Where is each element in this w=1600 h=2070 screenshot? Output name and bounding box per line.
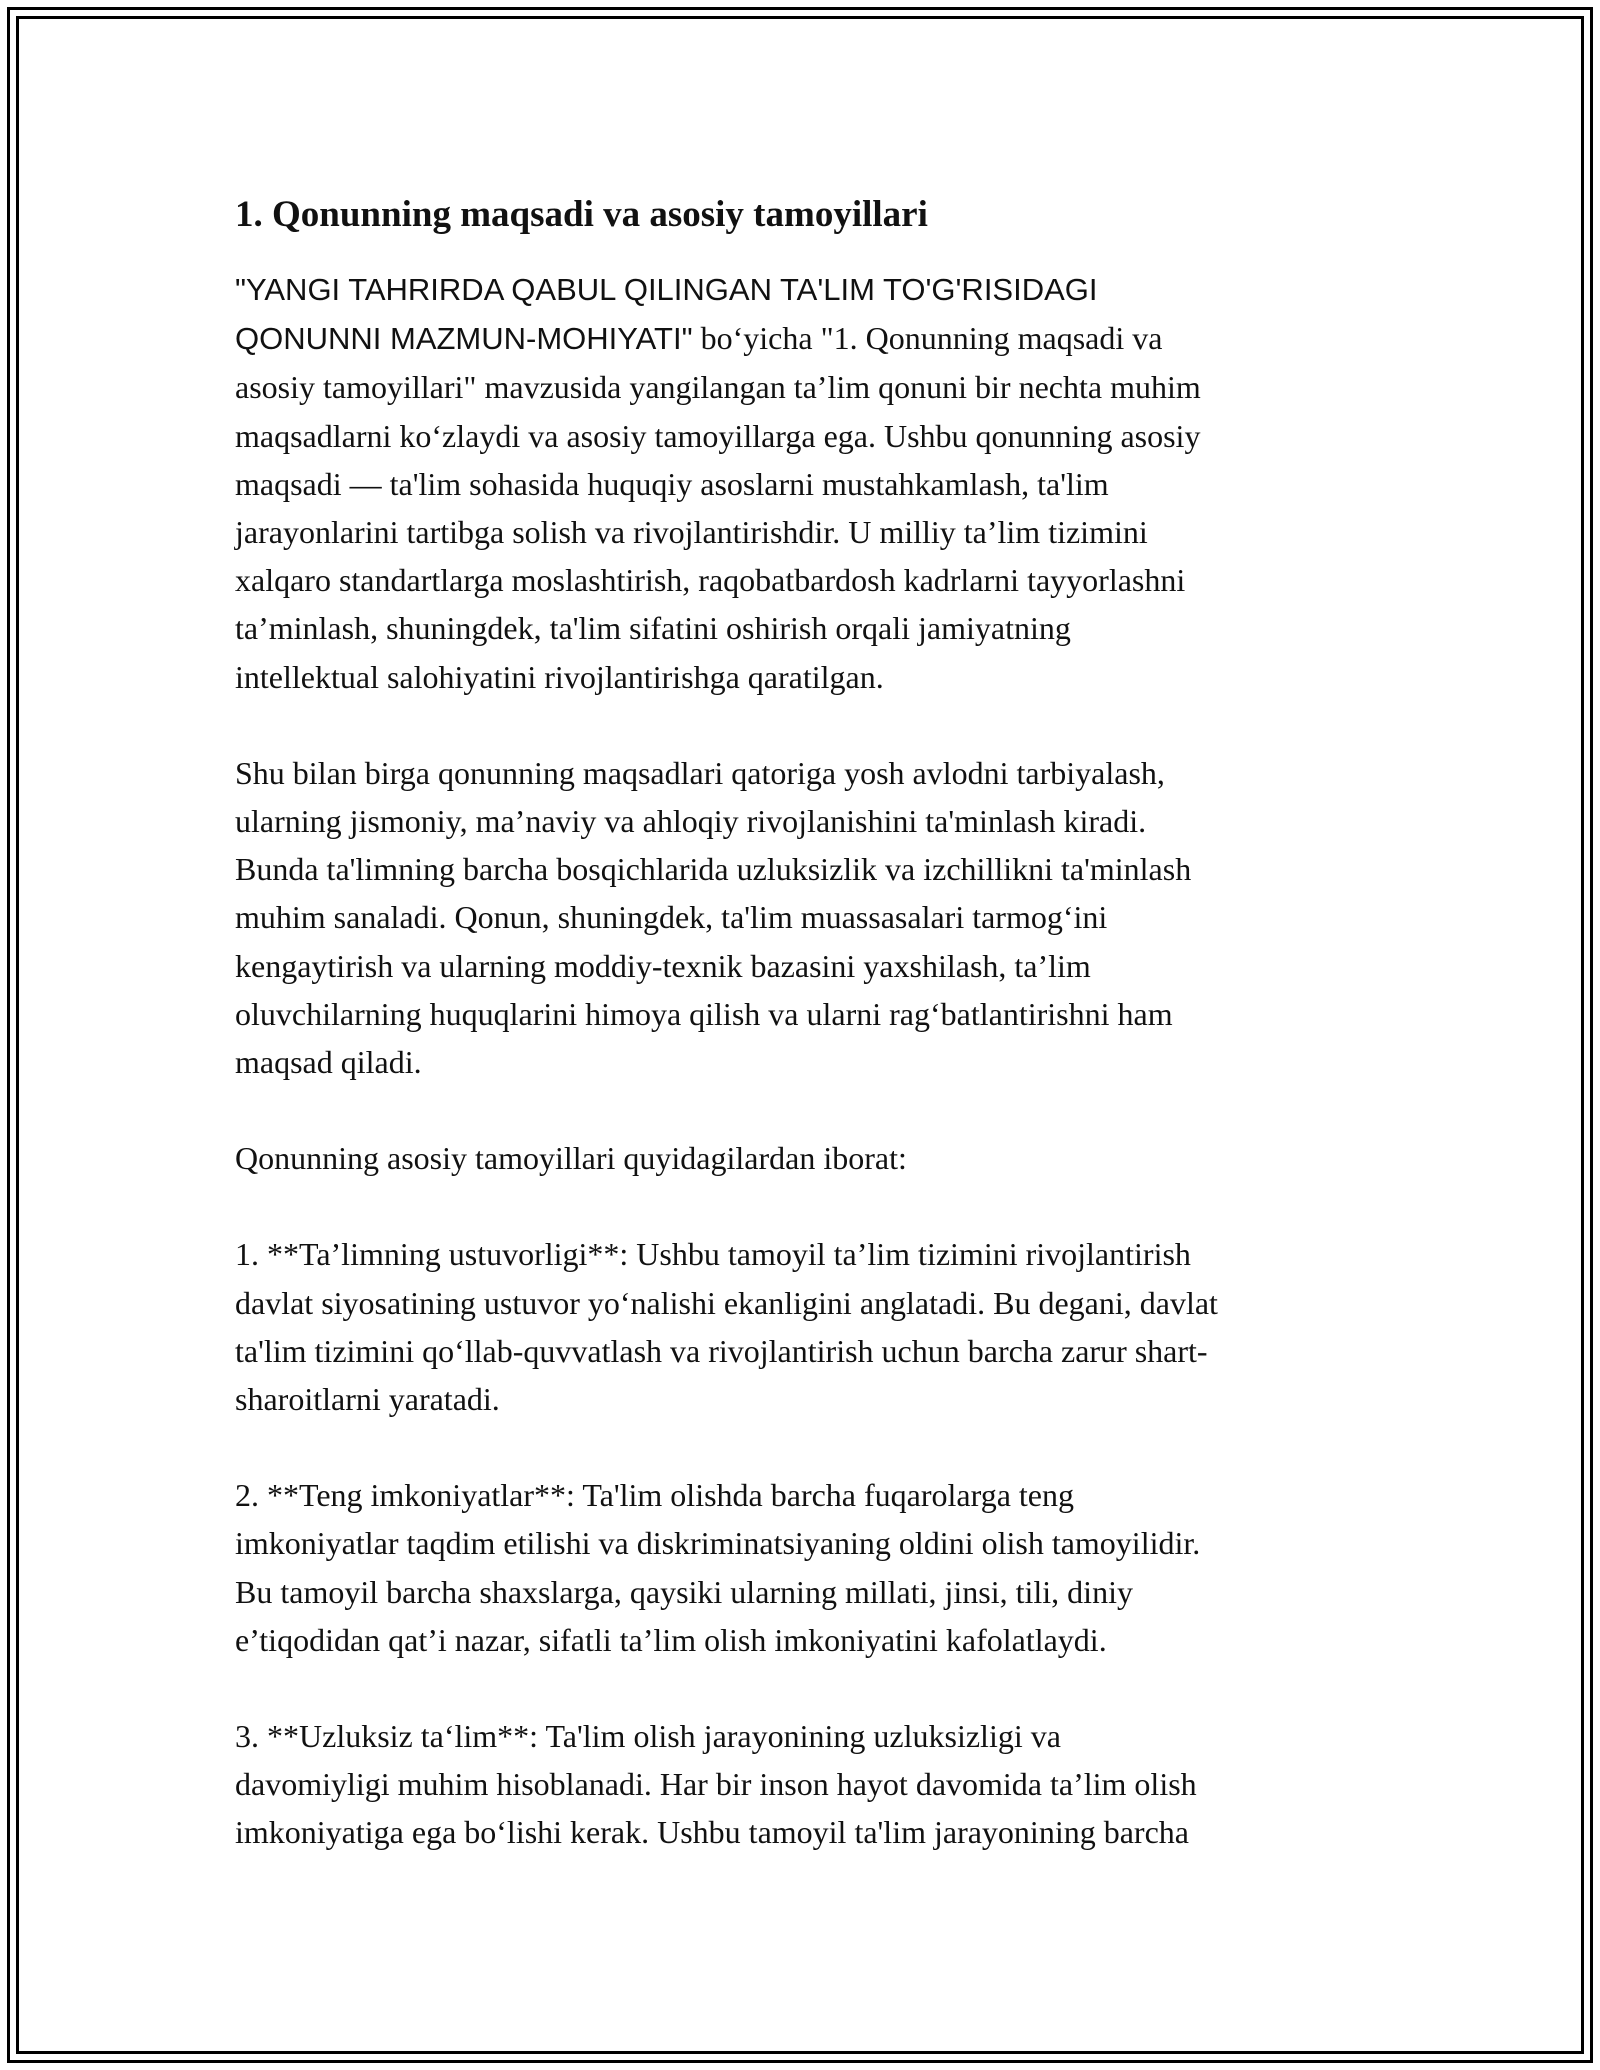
- text-line: sharoitlarni yaratadi.: [235, 1381, 500, 1418]
- intro-paragraph: [235, 265, 1365, 701]
- text-line: "YANGI TAHRIRDA QABUL QILINGAN TA'LIM TO'G'RISIDAGI: [235, 272, 1098, 307]
- text-line: Shu bilan birga qonunning maqsadlari qatoriga yosh avlodni tarbiyalash,: [235, 754, 1165, 791]
- section-heading: 1. Qonunning maqsadi va asosiy tamoyillari: [235, 194, 928, 235]
- text-line: xalqaro standartlarga moslashtirish, raqobatbardosh kadrlarni tayyorlashni: [235, 562, 1186, 599]
- text-line: ta'lim tizimini qo‘llab-quvvatlash va rivojlantirish uchun barcha zarur shart-: [235, 1332, 1208, 1369]
- text-line: imkoniyatlar taqdim etilishi va diskriminatsiyaning oldini olish tamoyilidir.: [235, 1525, 1201, 1562]
- text-line: intellektual salohiyatini rivojlantirishga qaratilgan.: [235, 658, 884, 695]
- text-line: ta’minlash, shuningdek, ta'lim sifatini oshirish orqali jamiyatning: [235, 610, 1071, 647]
- text-line: 1. **Ta’limning ustuvorligi**: Ushbu tamoyil ta’lim tizimini rivojlantirish: [235, 1236, 1191, 1273]
- text-line: maqsad qiladi.: [235, 1044, 422, 1081]
- text-line: e’tiqodidan qat’i nazar, sifatli ta’lim olish imkoniyatini kafolatlaydi.: [235, 1621, 1107, 1658]
- text-line: Bu tamoyil barcha shaxslarga, qaysiki ularning millati, jinsi, tili, diniy: [235, 1573, 1133, 1610]
- text-line: Bunda ta'limning barcha bosqichlarida uzluksizlik va izchillikni ta'minlash: [235, 851, 1192, 888]
- text-line: QONUNNI MAZMUN-MOHIYATI" bo‘yicha "1. Qonunning maqsadi va: [235, 320, 1163, 357]
- text-line: muhim sanaladi. Qonun, shuningdek, ta'lim muassasalari tarmog‘ini: [235, 899, 1108, 936]
- goals-paragraph: [235, 749, 1365, 1086]
- text-line: jarayonlarini tartibga solish va rivojlantirishdir. U milliy ta’lim tizimini: [235, 514, 1148, 551]
- text-line: oluvchilarning huquqlarini himoya qilish va ularni rag‘batlantirishni ham: [235, 995, 1173, 1032]
- principle-item-1: [235, 1230, 1365, 1423]
- principle-item-3: [235, 1712, 1365, 1857]
- text-line: maqsadi — ta'lim sohasida huquqiy asoslarni mustahkamlash, ta'lim: [235, 465, 1109, 502]
- text-line: ularning jismoniy, ma’naviy va ahloqiy rivojlanishini ta'minlash kiradi.: [235, 803, 1147, 840]
- text-line: maqsadlarni ko‘zlaydi va asosiy tamoyillarga ega. Ushbu qonunning asosiy: [235, 417, 1201, 454]
- document-body: [235, 186, 1365, 1905]
- text-line: kengaytirish va ularning moddiy-texnik bazasini yaxshilash, ta’lim: [235, 947, 1091, 984]
- text-line: davomiyligi muhim hisoblanadi. Har bir inson hayot davomida ta’lim olish: [235, 1766, 1197, 1803]
- text-line: imkoniyatiga ega bo‘lishi kerak. Ushbu tamoyil ta'lim jarayonining barcha: [235, 1814, 1189, 1851]
- text-line: davlat siyosatining ustuvor yo‘nalishi ekanligini anglatadi. Bu degani, davlat: [235, 1284, 1218, 1321]
- principle-item-2: [235, 1471, 1365, 1664]
- principles-intro-paragraph: [235, 1134, 1365, 1182]
- text-line: Qonunning asosiy tamoyillari quyidagilardan iborat:: [235, 1140, 907, 1177]
- text-line: 2. **Teng imkoniyatlar**: Ta'lim olishda barcha fuqarolarga teng: [235, 1477, 1074, 1514]
- text-line: 3. **Uzluksiz ta‘lim**: Ta'lim olish jarayonining uzluksizligi va: [235, 1718, 1061, 1755]
- text-line: asosiy tamoyillari" mavzusida yangilangan ta’lim qonuni bir nechta muhim: [235, 369, 1201, 406]
